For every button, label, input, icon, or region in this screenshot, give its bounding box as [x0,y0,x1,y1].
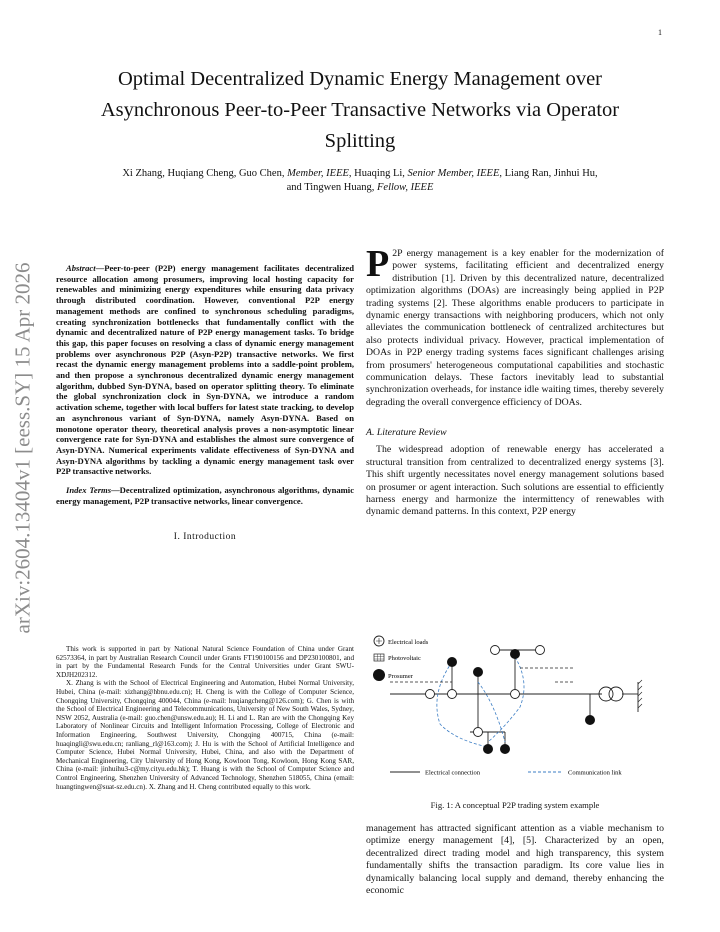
index-terms [56,485,354,506]
arxiv-stamp [10,248,36,648]
intro-paragraph-1-text: 2P energy management is a key enabler for the modernization of power systems, facilitating efficient and decentralized energy distribution [1]. Driven by this decentralized nature, decentralized optimization algorithms (DOAs) are increasingly being applied in P2P trading systems [2]. These algorithms enable producers to participate in dynamic energy transactions with neighboring producers, which not only alleviates the communication bottleneck of centralized architectures but also protects individual privacy. However, practical implementation of DOAs in P2P energy trading systems faces significant challenges arising from prosumers' heterogeneous computational capabilities and stochastic communication delays. These factors inevitably lead to substantial synchronization overheads, for instance idle waiting times, thereby severely degrading the overall convergence efficiency of DOAs. [366,248,664,408]
right-column-bottom [366,823,664,897]
authors-part-1: Xi Zhang, Huqiang Cheng, Guo Chen, [122,168,288,179]
legend-comm-label: Communication link [568,769,622,777]
index-terms-text: —Decentralized optimization, asynchronous algorithms, dynamic energy management, P2P transactive networks, linear convergence. [56,485,355,506]
legend-loads-label: Electrical loads [388,639,429,646]
legend-photovoltaic-icon [374,654,384,661]
legend-prosumer-icon [373,669,385,681]
load-nodes [426,646,545,737]
page-number: 1 [658,28,662,37]
author-role-2: Senior Member, IEEE [407,168,500,179]
intro-paragraph-2: The widespread adoption of renewable energy has accelerated a structural transition from centralized to decentralized energy systems [3]. This shift urgently necessitates novel energy management solutions based on prosumer or agent interaction. Such solutions are essential to efficiently harness energy and harmonize the intermittency of renewables with dynamic demand patterns. In this context, P2P energy [366,444,664,518]
legend-electrical-label: Electrical connection [425,769,481,777]
figure-p2p-system [370,632,660,782]
paper-title: Optimal Decentralized Dynamic Energy Management over Asynchronous Peer-to-Peer Transactive Networks via Operator Splitting [100,68,620,152]
ground-hatch [638,680,642,708]
right-column [366,243,664,519]
figure-diagram [370,632,660,782]
section-heading-introduction: I. Introduction [173,532,237,543]
authors-part-3: , Liang Ran, Jinhui Hu, [499,168,598,179]
intro-paragraph-3: management has attracted significant attention as a viable mechanism to optimize energy management [4], [5]. Characterized by an open, decentralized direct trading model and high transparency, this system fundamentally shifts the transaction paradigm. Its core value lies in dynamically balancing local supply and demand, thereby enhancing the economic [366,823,664,897]
prosumer-nodes [447,649,595,754]
authors-part-2: , Huaqing Li, [348,168,408,179]
figure-caption: Fig. 1: A conceptual P2P trading system example [430,800,600,810]
left-column [56,263,354,542]
footnote-affiliations: X. Zhang is with the School of Electrical Engineering and Automation, Hubei Normal University, Hubei, China (e-mail: xizhang@hbnu.edu.cn); H. Cheng is with the College of Computer Science, Chongqing University, Chongqing 400044, China (e-mail: huqiangcheng@126.com); G. Chen is with the School of Electrical Engineering and Telecommunications, University of New South Wales, Sydney, NSW 2052, Australia (e-mail: guo.chen@unsw.edu.au); H. Li and L. Ran are with the Chongqing Key Laboratory of Nonlinear Circuits and Intelligent Information Processing, College of Electronic and Information Engineering, Southwest University, Chongqing 400715, China (e-mail: huaqingli@swu.edu.cn; ranliang_rl@163.com); J. Hu is with the School of Artificial Intelligence and Computer Science, Hubei Normal University, Hubei, China, and also with the Department of Mechanical Engineering, City University of Hong Kong, Kowloon Tong, Kowloon, Hong Kong SAR, China (e-mail: jinhuihu3-c@my.cityu.edu.hk); T. Huang is with the School of Computer Science and Control Engineering, Shenzhen University of Advanced Technology, Shenzhen 518055, China (email: huangtingwen@suat-sz.edu.cn). X. Zhang and H. Cheng contributed equally to this work. [56,679,354,791]
abstract-lead: Abstract [66,263,96,273]
abstract-text: —Peer-to-peer (P2P) energy management facilitates decentralized resource allocation among prosumers, improving local hosting capacity for renewables and minimizing energy expenditures while ensuring data privacy through distributed coordination. However, conventional P2P energy management methods are confined to synchronous scheduling paradigms, creating synchronization bottlenecks that fundamentally conflict with the dynamic and decentralized nature of P2P energy management tasks. To bridge this gap, this paper focuses on resolving a class of dynamic energy management problems over asynchronous P2P (Asyn-P2P) transactive networks. We first recast the dynamic energy management problems into a saddle-point problem, and then propose a synchronous decentralized dynamic energy management algorithm, dubbed Syn-DYNA, based on operator splitting theory. To eliminate the global synchronization clock in Syn-DYNA, we introduce a random activation scheme, together with local buffers for latest state tracking, to develop an asynchronous variant of Syn-DYNA, namely Asyn-DYNA. Based on monotone operator theory, theoretical analysis proves a non-asymptotic linear convergence rate for Syn-DYNA and establishes the almost sure convergence of Asyn-DYNA. Numerical experiments validate effectiveness of Syn-DYNA and Asyn-DYNA algorithms by tackling a dynamic energy management task over P2P transactive networks. [56,263,354,477]
drop-cap: P [366,243,390,285]
author-role-1: Member, IEEE [287,168,349,179]
legend-loads-icon [374,636,384,646]
intro-paragraph-1 [366,243,664,409]
author-role-3: Fellow, IEEE [377,182,434,193]
footnote-funding: This work is supported in part by National Natural Science Foundation of China under Grant 62573364, in part by Australian Research Council under Grants FT190100156 and DP230100801, and in part by the Fundamental Research Funds for the Central Universities under Grant SWU-XDJH202312. [56,645,354,679]
abstract [56,263,354,477]
subsection-heading: A. Literature Review [366,427,447,439]
index-terms-lead: Index Terms [66,485,112,496]
legend-pv-label: Photovoltaic [388,655,421,662]
transformer-coil-right [609,687,623,701]
legend-prosumer-label: Prosumer [388,673,413,680]
arxiv-stamp-text: arXiv:2604.13404v1 [eess.SY] 15 Apr 2026 [10,262,35,634]
author-list [60,167,660,195]
footnote [56,645,354,791]
authors-part-4: and Tingwen Huang, [286,182,378,193]
